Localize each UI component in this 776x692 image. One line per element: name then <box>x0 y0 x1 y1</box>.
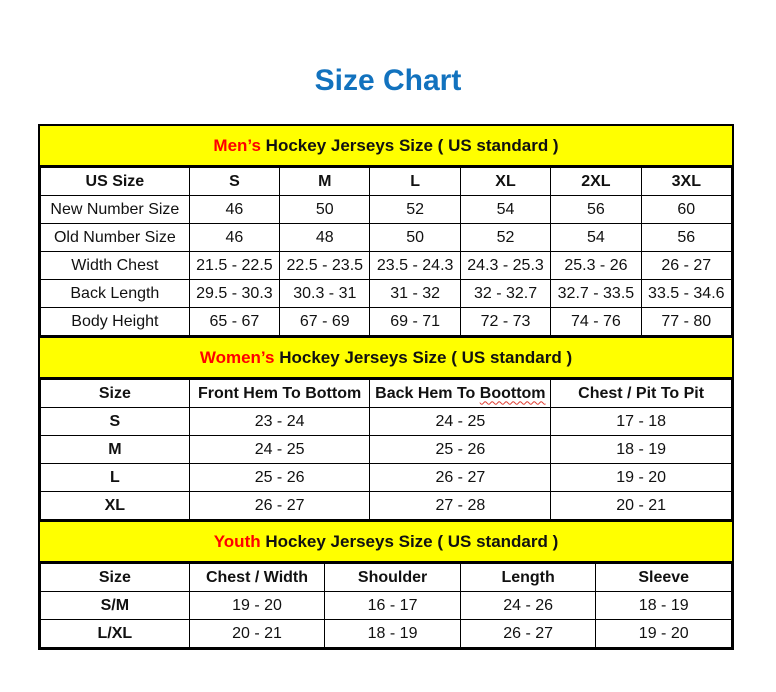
table-cell: 18 - 19 <box>596 592 732 620</box>
column-header: Length <box>460 564 596 592</box>
row-label: S/M <box>41 592 190 620</box>
column-header: S <box>189 168 279 196</box>
womens-section-highlight: Women’s <box>199 347 275 367</box>
column-header: Size <box>41 564 190 592</box>
youth-section-title-rest: Hockey Jerseys Size ( US standard ) <box>260 531 559 551</box>
column-header: Front Hem To Bottom <box>189 380 370 408</box>
table-cell: 25 - 26 <box>189 464 370 492</box>
table-cell: 19 - 20 <box>596 620 732 648</box>
row-label: Body Height <box>41 308 190 336</box>
table-cell: 24 - 25 <box>189 436 370 464</box>
table-cell: 54 <box>551 224 641 252</box>
table-cell: 22.5 - 23.5 <box>280 252 370 280</box>
table-cell: 52 <box>370 196 460 224</box>
table-cell: 67 - 69 <box>280 308 370 336</box>
table-row <box>41 592 732 620</box>
table-cell: 24 - 26 <box>460 592 596 620</box>
table-row <box>41 252 732 280</box>
table-cell: 20 - 21 <box>189 620 325 648</box>
column-header: Shoulder <box>325 564 461 592</box>
womens-section-header <box>40 336 732 379</box>
table-cell: 32.7 - 33.5 <box>551 280 641 308</box>
table-cell: 26 - 27 <box>189 492 370 520</box>
column-header: 3XL <box>641 168 731 196</box>
size-chart-frame <box>38 124 734 650</box>
table-cell: 48 <box>280 224 370 252</box>
table-cell: 54 <box>460 196 550 224</box>
column-header: US Size <box>41 168 190 196</box>
table-row <box>41 280 732 308</box>
table-row <box>41 492 732 520</box>
youth-section-highlight: Youth <box>213 531 261 551</box>
table-cell: 18 - 19 <box>325 620 461 648</box>
table-cell: 31 - 32 <box>370 280 460 308</box>
table-row <box>41 408 732 436</box>
row-label: Old Number Size <box>41 224 190 252</box>
column-header: Back Hem To Boottom <box>370 380 551 408</box>
table-cell: 50 <box>280 196 370 224</box>
table-row <box>41 196 732 224</box>
table-cell: 26 - 27 <box>641 252 731 280</box>
table-cell: 69 - 71 <box>370 308 460 336</box>
misspelled-word-squiggle: Boottom <box>479 384 546 402</box>
row-label: L/XL <box>41 620 190 648</box>
table-cell: 46 <box>189 224 279 252</box>
table-cell: 32 - 32.7 <box>460 280 550 308</box>
row-label: XL <box>41 492 190 520</box>
table-cell: 60 <box>641 196 731 224</box>
table-header-row <box>41 564 732 592</box>
table-cell: 20 - 21 <box>551 492 732 520</box>
column-header: Sleeve <box>596 564 732 592</box>
row-label: L <box>41 464 190 492</box>
column-header: M <box>280 168 370 196</box>
table-cell: 74 - 76 <box>551 308 641 336</box>
womens-section-title-rest: Hockey Jerseys Size ( US standard ) <box>274 347 573 367</box>
row-label: New Number Size <box>41 196 190 224</box>
table-cell: 72 - 73 <box>460 308 550 336</box>
table-cell: 56 <box>641 224 731 252</box>
page-title: Size Chart <box>314 64 462 97</box>
table-cell: 52 <box>460 224 550 252</box>
row-label: Width Chest <box>41 252 190 280</box>
table-cell: 24 - 25 <box>370 408 551 436</box>
table-row <box>41 436 732 464</box>
column-header: L <box>370 168 460 196</box>
table-row <box>41 308 732 336</box>
mens-section-highlight: Men’s <box>213 135 261 155</box>
column-header: 2XL <box>551 168 641 196</box>
mens-size-table <box>40 167 732 336</box>
table-cell: 29.5 - 30.3 <box>189 280 279 308</box>
table-cell: 25 - 26 <box>370 436 551 464</box>
table-cell: 23.5 - 24.3 <box>370 252 460 280</box>
table-cell: 50 <box>370 224 460 252</box>
table-row <box>41 464 732 492</box>
table-cell: 56 <box>551 196 641 224</box>
table-cell: 17 - 18 <box>551 408 732 436</box>
youth-size-table <box>40 563 732 648</box>
column-header: Chest / Pit To Pit <box>551 380 732 408</box>
table-cell: 18 - 19 <box>551 436 732 464</box>
table-cell: 33.5 - 34.6 <box>641 280 731 308</box>
column-header: Chest / Width <box>189 564 325 592</box>
table-cell: 24.3 - 25.3 <box>460 252 550 280</box>
youth-section-header <box>40 520 732 563</box>
table-cell: 30.3 - 31 <box>280 280 370 308</box>
table-row <box>41 224 732 252</box>
table-header-row <box>41 380 732 408</box>
table-cell: 25.3 - 26 <box>551 252 641 280</box>
column-header: Size <box>41 380 190 408</box>
row-label: Back Length <box>41 280 190 308</box>
row-label: S <box>41 408 190 436</box>
table-cell: 77 - 80 <box>641 308 731 336</box>
table-cell: 19 - 20 <box>551 464 732 492</box>
table-cell: 46 <box>189 196 279 224</box>
table-cell: 19 - 20 <box>189 592 325 620</box>
table-cell: 65 - 67 <box>189 308 279 336</box>
mens-section-header <box>40 126 732 167</box>
table-row <box>41 620 732 648</box>
column-header: XL <box>460 168 550 196</box>
table-cell: 27 - 28 <box>370 492 551 520</box>
womens-size-table <box>40 379 732 520</box>
table-header-row <box>41 168 732 196</box>
mens-section-title-rest: Hockey Jerseys Size ( US standard ) <box>260 135 559 155</box>
table-cell: 23 - 24 <box>189 408 370 436</box>
row-label: M <box>41 436 190 464</box>
table-cell: 26 - 27 <box>370 464 551 492</box>
table-cell: 16 - 17 <box>325 592 461 620</box>
table-cell: 26 - 27 <box>460 620 596 648</box>
table-cell: 21.5 - 22.5 <box>189 252 279 280</box>
